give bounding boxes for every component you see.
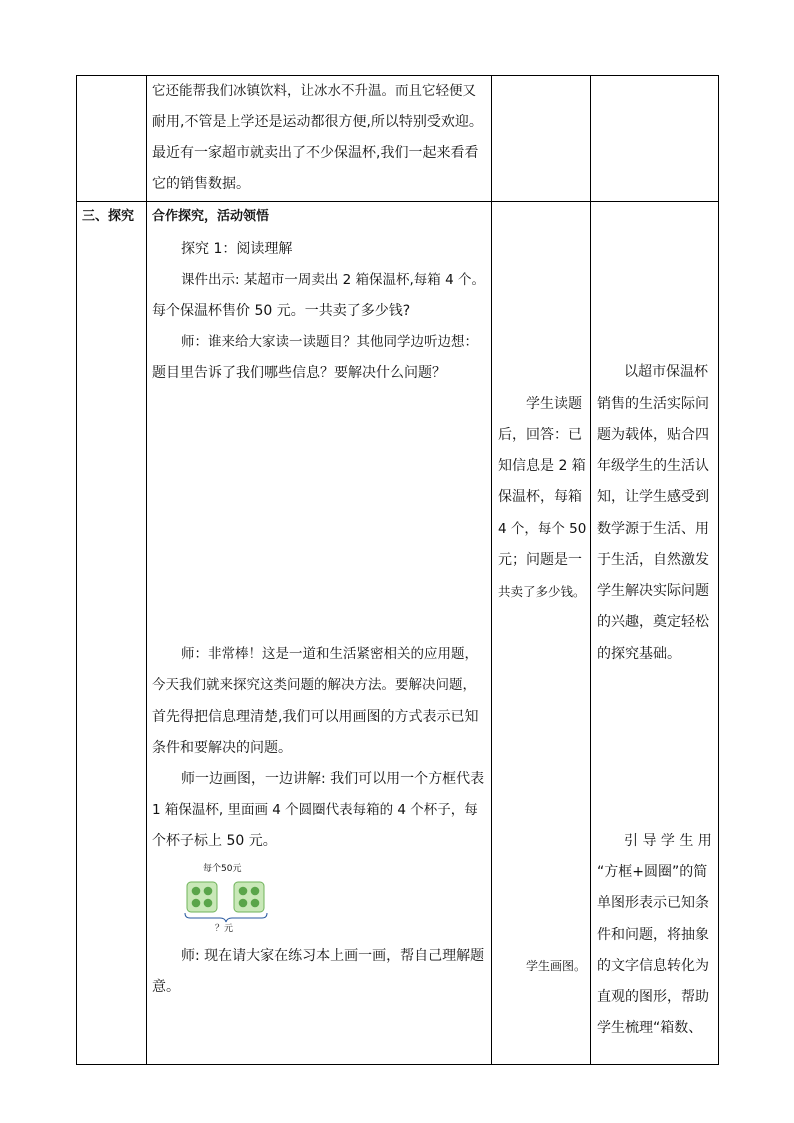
text-line: 耐用,不管是上学还是运动都很方便,所以特别受欢迎。 — [152, 114, 483, 130]
text-line: 师：非常棒！这是一道和生活紧密相关的应用题， — [181, 646, 478, 662]
table-right-border — [718, 75, 719, 1065]
text-line: 的文字信息转化为 — [597, 958, 709, 974]
stage-label: 三、探究 — [82, 209, 135, 224]
text-line: 数学源于生活、用 — [597, 521, 709, 537]
text-line: 首先得把信息理清楚,我们可以用画图的方式表示已知 — [152, 709, 479, 725]
text-line: 个杯子标上 50 元。 — [152, 833, 277, 849]
text-line: 课件出示: 某超市一周卖出 2 箱保温杯,每箱 4 个。 — [181, 272, 485, 288]
text-line: 师一边画图，一边讲解: 我们可以用一个方框代表 — [181, 771, 485, 787]
table-bottom-border — [76, 1064, 719, 1065]
text-line: 件和问题，将抽象 — [597, 927, 709, 943]
text-line: 它还能帮我们冰镇饮料，让冰水不升温。而且它轻便又 — [152, 83, 476, 99]
text-line: 共卖了多少钱。 — [498, 584, 586, 599]
text-line: 学生梳理“箱数、 — [597, 1020, 703, 1036]
figure-top-label: 每个50元 — [203, 864, 242, 874]
text-line: 条件和要解决的问题。 — [152, 740, 292, 756]
section-heading: 合作探究，活动领悟 — [152, 209, 270, 224]
text-line: 引 导 学 生 用 — [624, 833, 712, 849]
text-line: “方框+圆圈”的简 — [597, 864, 708, 880]
text-line: 知，让学生感受到 — [597, 489, 709, 505]
text-line: 学生读题 — [526, 396, 582, 412]
text-line: 学生解决实际问题 — [597, 583, 709, 599]
total-brace — [185, 913, 267, 922]
text-line: 题为载体，贴合四 — [597, 427, 709, 443]
text-line: 师：谁来给大家读一读题目？其他同学边听边想： — [181, 334, 478, 350]
text-line: 以超市保温杯 — [624, 364, 708, 380]
text-line: 师: 现在请大家在练习本上画一画，帮自己理解题 — [181, 948, 485, 964]
text-line: 直观的图形，帮助 — [597, 989, 709, 1005]
text-line: 最近有一家超市就卖出了不少保温杯,我们一起来看看 — [152, 145, 479, 161]
table-left-border — [76, 75, 77, 1065]
text-line: 后，回答：已 — [498, 427, 582, 443]
text-line: 知信息是 2 箱 — [498, 458, 586, 474]
text-line: 它的销售数据。 — [152, 176, 250, 192]
text-line: 单图形表示已知条 — [597, 895, 709, 911]
figure-bottom-label: ？元 — [215, 924, 234, 934]
col-divider-3 — [590, 75, 591, 1065]
col-divider-2 — [491, 75, 492, 1065]
text-line: 意。 — [152, 979, 180, 995]
text-line: 题目里告诉了我们哪些信息？要解决什么问题？ — [152, 365, 446, 381]
text-line: 销售的生活实际问 — [597, 396, 709, 412]
text-line: 保温杯，每箱 — [498, 489, 582, 505]
text-line: 今天我们就来探究这类问题的解决方法。要解决问题， — [152, 677, 476, 693]
text-line: 每个保温杯售价 50 元。一共卖了多少钱? — [152, 303, 411, 319]
text-line: 元；问题是一 — [498, 552, 582, 568]
box-1 — [187, 882, 217, 912]
text-line: 于生活，自然激发 — [597, 552, 709, 568]
text-line: 年级学生的生活认 — [597, 458, 709, 474]
text-line: 1 箱保温杯, 里面画 4 个圆圈代表每箱的 4 个杯子，每 — [152, 802, 478, 818]
text-line: 4 个，每个 50 — [498, 521, 587, 537]
col-divider-1 — [146, 75, 147, 1065]
student-activity-2: 学生画图。 — [526, 959, 587, 973]
text-line: 的探究基础。 — [597, 646, 681, 662]
text-line: 探究 1：阅读理解 — [181, 241, 293, 257]
box-2 — [234, 882, 264, 912]
text-line: 的兴趣，奠定轻松 — [597, 614, 709, 630]
